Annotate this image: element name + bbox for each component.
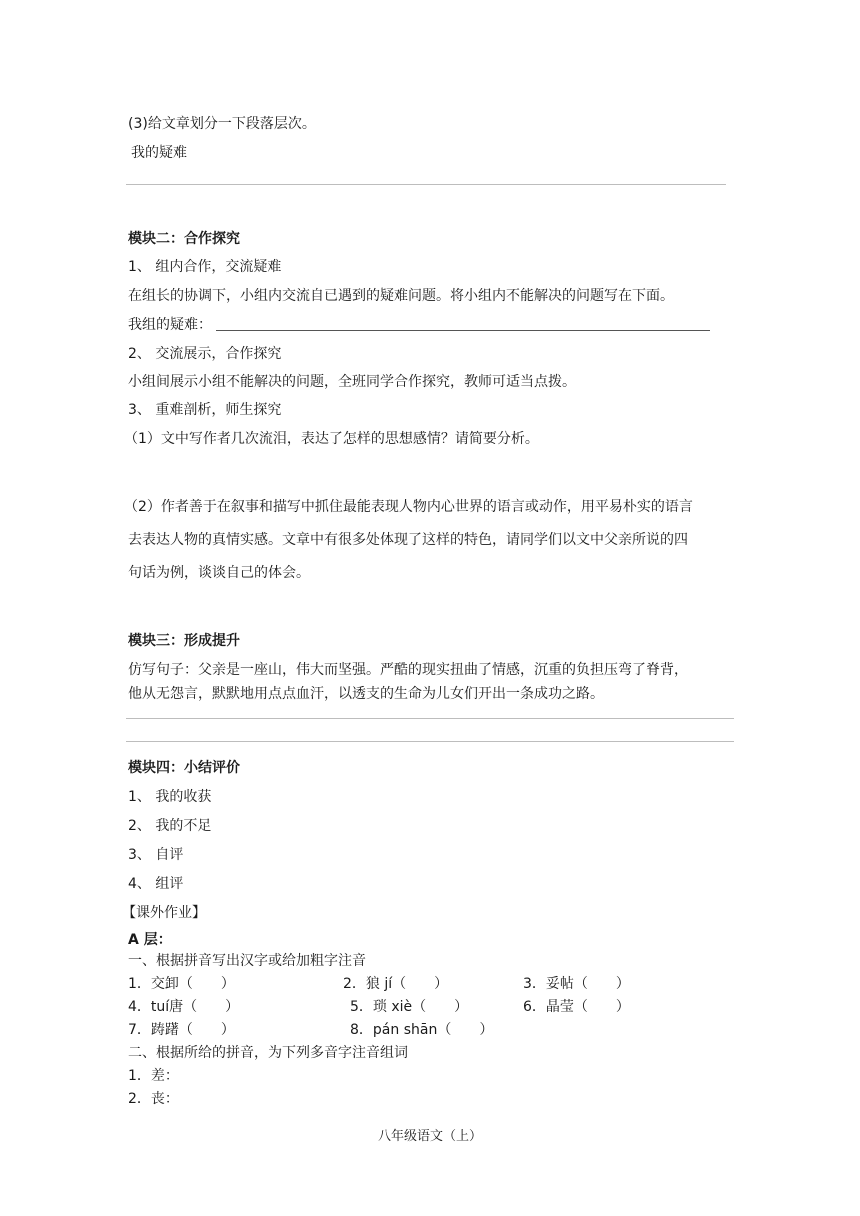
question-2-line3: 句话为例，谈谈自己的体会。 [128,565,310,581]
exercise-item: 8．pán shān（ ） [350,1022,494,1038]
answer-line [126,741,734,742]
module2-item3: 3、 重难剖析，师生探究 [128,402,282,418]
homework-section-2: 二、根据所给的拼音，为下列多音字注音组词 [128,1045,408,1061]
question-2-line2: 去表达人物的真情实感。文章中有很多处体现了这样的特色，请同学们以文中父亲所说的四 [128,532,688,548]
module2-item1: 1、 组内合作，交流疑难 [128,259,282,275]
question-2-line1: （2）作者善于在叙事和描写中抓住最能表现人物内心世界的语言或动作，用平易朴实的语言 [124,499,693,515]
exercise-item: 6．晶莹（ ） [523,999,630,1015]
module3-line1: 仿写句子：父亲是一座山，伟大而坚强。严酷的现实扭曲了情感，沉重的负担压弯了脊背， [128,662,688,678]
question-1: （1）文中写作者几次流泪，表达了怎样的思想感情？请简要分析。 [124,431,539,447]
group-doubt-line [216,330,710,331]
exercise-item: 4．tuí唐（ ） [128,999,240,1015]
exercise-item: 5．琐 xiè（ ） [350,999,469,1015]
module4-item: 2、 我的不足 [128,818,212,834]
module4-item: 4、 组评 [128,876,184,892]
homework-level: A 层： [128,932,172,948]
my-doubt-label: 我的疑难 [131,145,187,161]
module2-item1-desc: 在组长的协调下，小组内交流自已遇到的疑难问题。将小组内不能解决的问题写在下面。 [128,288,674,304]
module2-title: 模块二：合作探究 [128,231,240,247]
group-doubt-label: 我组的疑难： [128,317,212,333]
module3-title: 模块三：形成提升 [128,633,240,649]
page-footer: 八年级语文（上） [378,1129,483,1144]
homework-title: 【课外作业】 [122,905,206,921]
question-3: (3)给文章划分一下段落层次。 [128,116,316,132]
homework-section-1: 一、根据拼音写出汉字或给加粗字注音 [128,953,366,969]
exercise-item: 7．踌躇（ ） [128,1022,235,1038]
module2-item2: 2、 交流展示，合作探究 [128,346,282,362]
module2-item2-desc: 小组间展示小组不能解决的问题，全班同学合作探究，教师可适当点拨。 [128,374,576,390]
exercise-item: 1．交卸（ ） [128,976,235,992]
module4-item: 3、 自评 [128,847,184,863]
homework-sub-2: 2．丧： [128,1091,179,1107]
module4-item: 1、 我的收获 [128,789,212,805]
answer-line [126,184,726,185]
module3-line2: 他从无怨言，默默地用点点血汗，以透支的生命为儿女们开出一条成功之路。 [128,686,604,702]
module4-title: 模块四：小结评价 [128,760,240,776]
answer-line [126,718,734,719]
exercise-item: 3．妥帖（ ） [523,976,630,992]
exercise-item: 2．狼 jí（ ） [343,976,449,992]
homework-sub-1: 1．差： [128,1068,179,1084]
